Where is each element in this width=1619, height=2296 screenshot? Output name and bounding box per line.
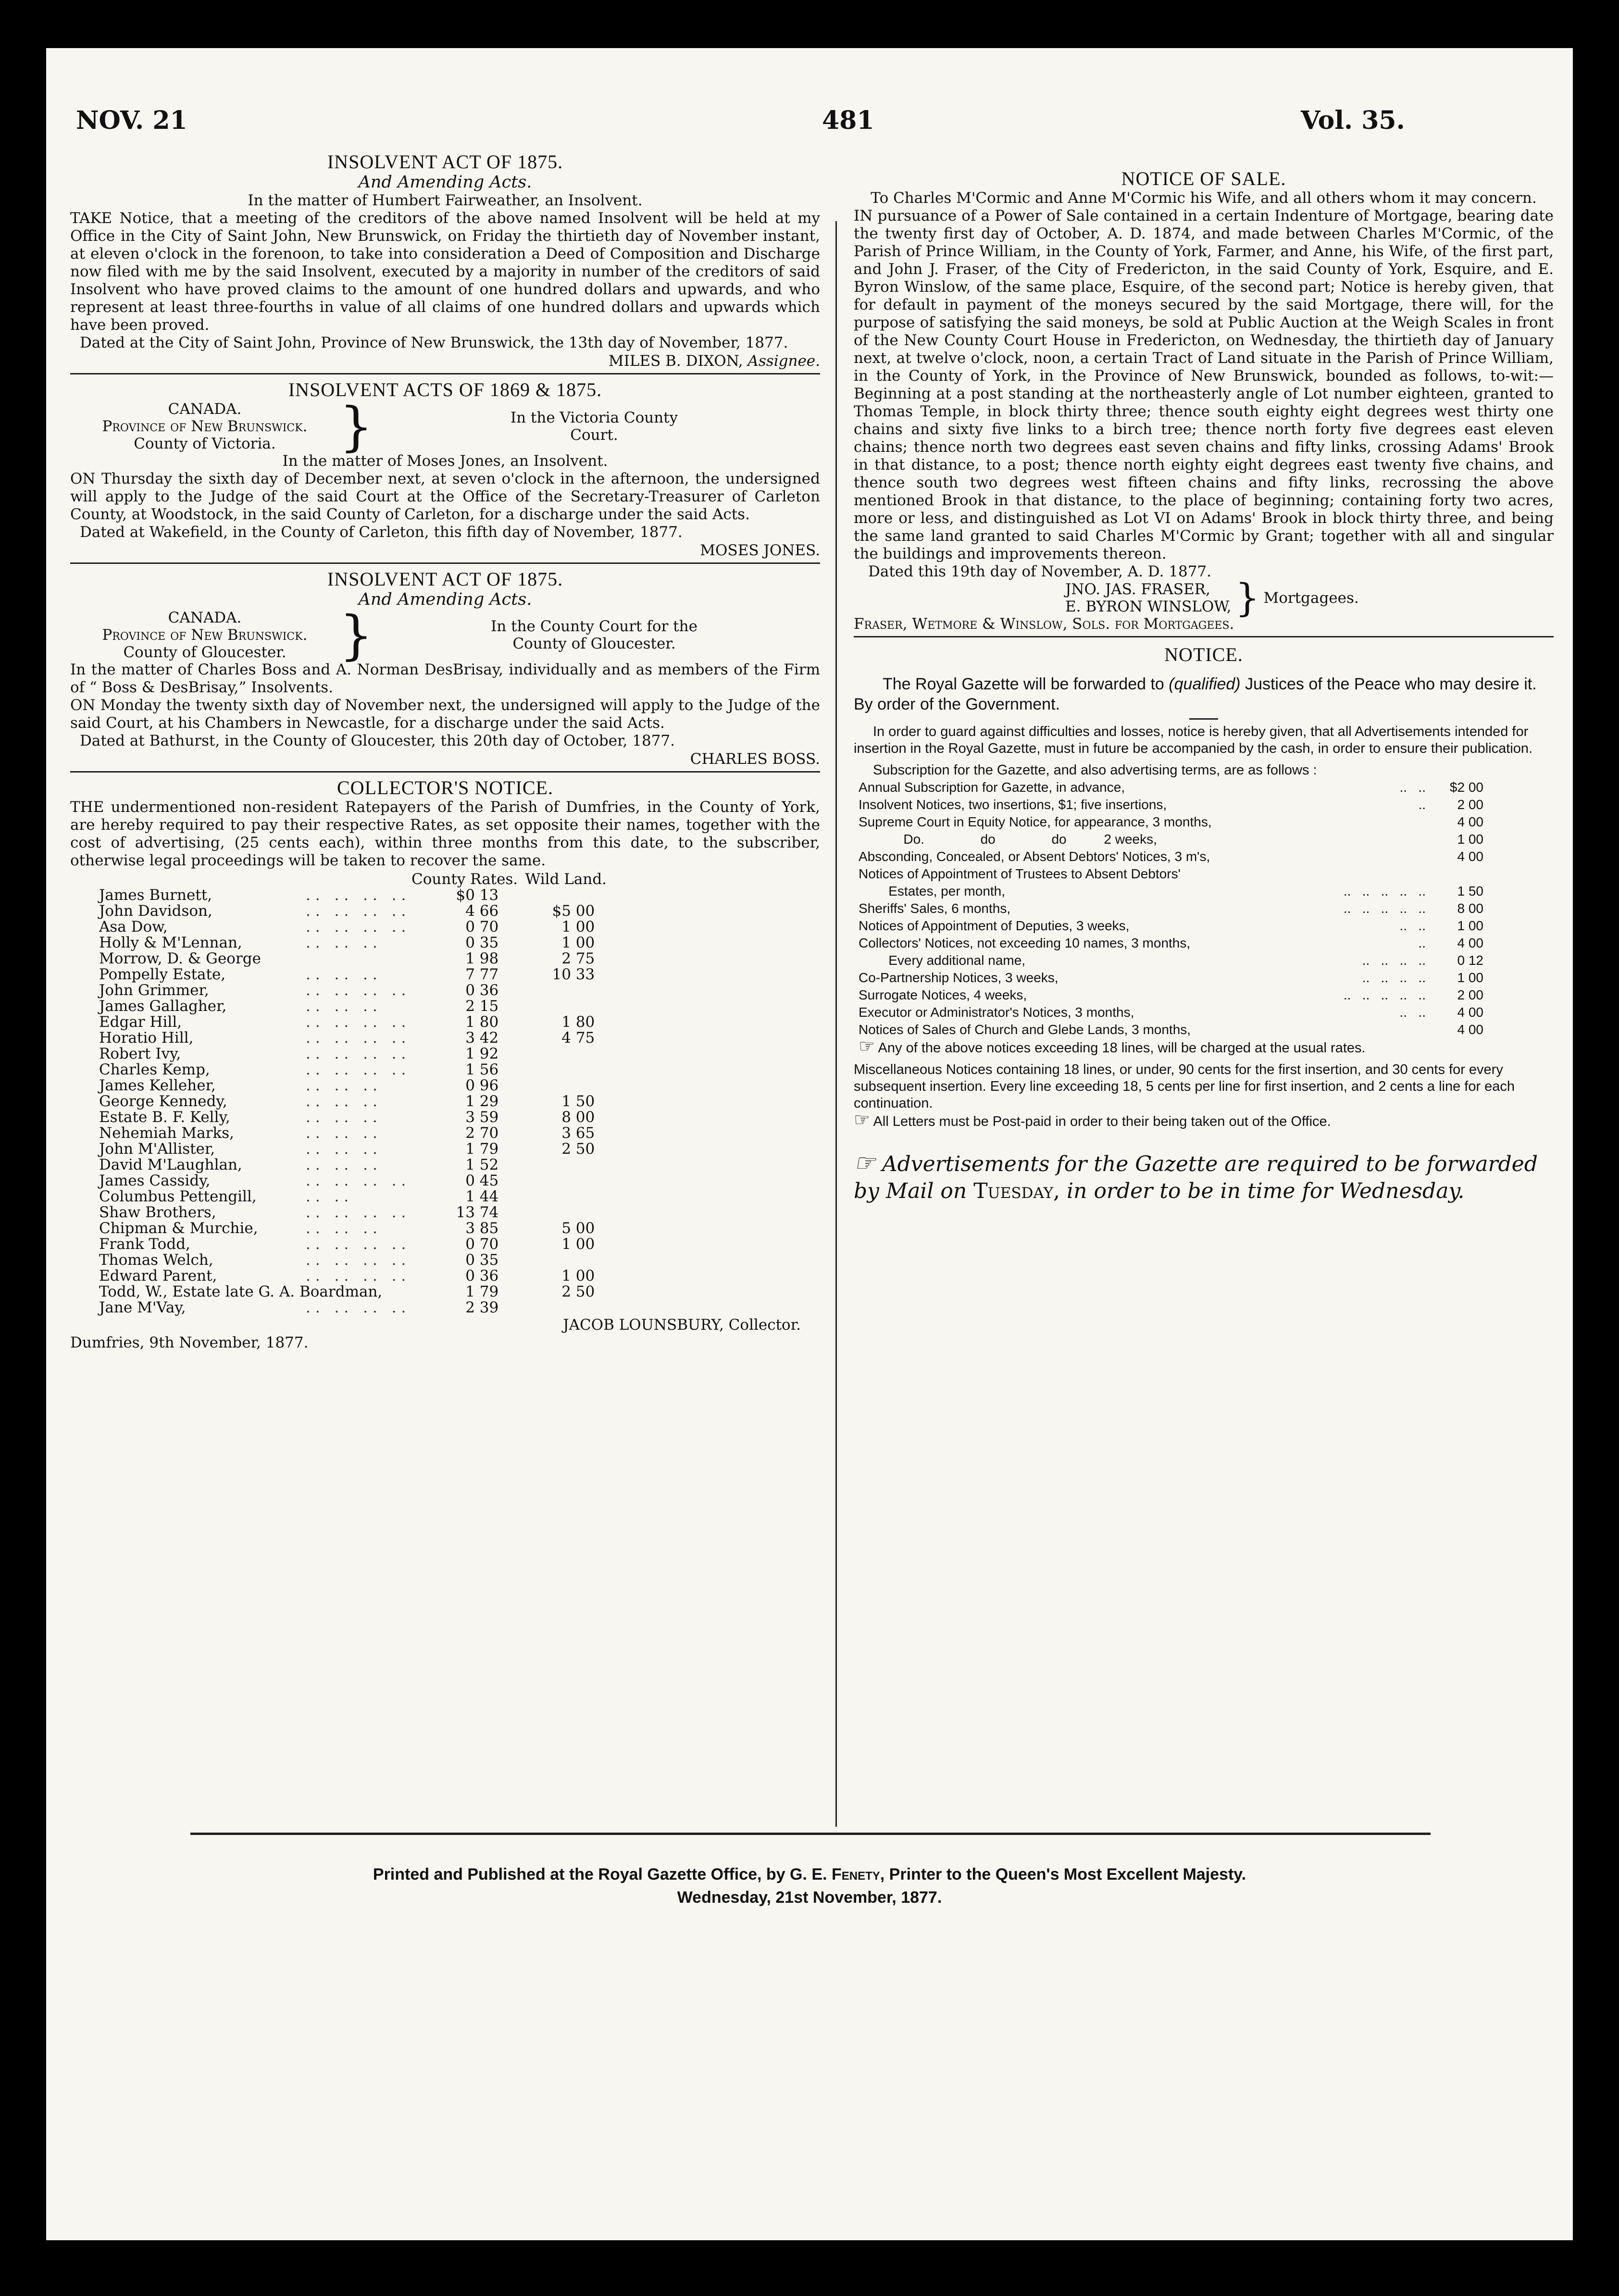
mortgagees-label: Mortgagees. [1263, 589, 1359, 607]
rate-row [99, 1062, 614, 1078]
notice-matter: In the matter of Charles Boss and A. Norman DesBrisay, individually and as members of the Firm of “ Boss & DesBrisay,” Insolvents. [70, 661, 820, 696]
rate-row [99, 1300, 614, 1316]
leader-dots: .. .. .. .. [306, 1013, 411, 1031]
ratepayer-name: Thomas Welch, [99, 1251, 213, 1269]
footer-date: Wednesday, 21st November, 1877. [677, 1888, 942, 1907]
wild-land-rate: 2 50 [561, 1140, 595, 1158]
county-rate: 0 36 [465, 982, 499, 999]
county-rate: 1 44 [465, 1188, 499, 1205]
caption-right [368, 618, 820, 652]
mortgagee-1: JNO. JAS. FRASER, [1065, 581, 1210, 598]
caption-country: CANADA. [168, 609, 242, 626]
rate-row [99, 1205, 614, 1221]
fee-label: Estates, per month, [859, 884, 1006, 898]
leader-dots: .. .. .. .. .. [1343, 901, 1426, 916]
fee-row [859, 831, 1483, 848]
leader-dots: .. [1418, 936, 1426, 950]
leader-dots: .. .. .. .. [306, 1045, 411, 1062]
caption-county: County of Victoria. [134, 435, 276, 452]
ratepayer-name: Holly & M'Lennan, [99, 934, 242, 951]
leader-dots: .. .. .. [306, 1156, 382, 1173]
sale-dated: Dated this 19th day of November, A. D. 1877. [868, 563, 1211, 580]
cash-notice: In order to guard against difficulties and losses, notice is hereby given, that all Advertisements intended for insertion in the Royal Gazette, must in future be accompanied by the cash, in order to ensure their publication. [854, 724, 1533, 756]
brace-glyph: } [1235, 575, 1260, 620]
rate-row [99, 1046, 614, 1062]
ratepayer-name: Nehemiah Marks, [99, 1124, 234, 1142]
caption-court-1: In the Victoria County [510, 409, 678, 426]
fee-amount: 4 00 [1457, 936, 1483, 950]
wild-land-rate [518, 1189, 614, 1205]
brace-glyph: } [339, 604, 373, 666]
notice-title: INSOLVENT ACT OF 1875. [327, 151, 563, 173]
wild-land-rate: 1 50 [561, 1093, 595, 1110]
county-rate: 3 85 [465, 1220, 499, 1237]
rates-table [99, 872, 614, 1316]
county-rate: 1 98 [465, 950, 499, 967]
fee-amount: $2 00 [1449, 780, 1483, 795]
leader-dots: .. .. .. .. [306, 982, 411, 999]
fee-label: Do. do do 2 weeks, [859, 832, 1157, 847]
ratepayer-name: John M'Allister, [99, 1140, 215, 1158]
fee-label: Surrogate Notices, 4 weeks, [859, 987, 1027, 1002]
leader-dots: .. .. .. .. [306, 1235, 411, 1253]
pointing-hand-icon: ☞ [854, 1110, 871, 1130]
wild-land-rate [518, 1078, 614, 1094]
fee-amount: 4 00 [1457, 1005, 1483, 1020]
notice-title: NOTICE. [1164, 644, 1243, 665]
fee-row [859, 865, 1483, 883]
rate-row [99, 1094, 614, 1110]
sale-addressees: To Charles M'Cormic and Anne M'Cormic his Wife, and all others whom it may concern. [871, 189, 1537, 207]
gazette-page [46, 48, 1573, 2240]
fee-label: Notices of Appointment of Deputies, 3 weeks, [859, 918, 1130, 933]
divider [854, 636, 1554, 637]
caption-province: Province of New Brunswick. [102, 626, 308, 644]
leader-dots: .. .. .. .. [306, 918, 411, 936]
wild-land-rate [518, 1205, 614, 1221]
court-caption [70, 396, 820, 457]
wild-land-rate: 1 00 [561, 934, 595, 951]
leader-dots: .. .. .. .. [1362, 953, 1426, 968]
footer-rule [190, 1833, 1431, 1835]
ratepayer-name: George Kennedy, [99, 1093, 227, 1110]
caption-court-2: Court. [570, 426, 618, 444]
county-rate: 2 15 [465, 998, 499, 1015]
fee-label: Collectors' Notices, not exceeding 10 names, 3 months, [859, 936, 1191, 950]
right-column [854, 168, 1554, 1205]
ratepayer-name: John Grimmer, [99, 982, 209, 999]
leader-dots: .. .. [1399, 918, 1426, 933]
short-divider [1189, 718, 1218, 720]
ads-deadline [854, 1149, 1554, 1205]
notice-title: NOTICE OF SALE. [1121, 168, 1286, 189]
ratepayer-name: Robert Ivy, [99, 1045, 181, 1062]
fee-row [859, 883, 1483, 900]
wild-land-rate: 2 50 [561, 1283, 595, 1300]
fee-row [859, 917, 1483, 935]
rate-row [99, 1125, 614, 1141]
caption-left [70, 400, 339, 452]
page-number: 481 [822, 106, 874, 135]
gazette-text-a: The Royal Gazette will be forwarded to [883, 675, 1164, 693]
leader-dots: .. .. .. .. [306, 886, 411, 904]
wild-land-rate [518, 983, 614, 998]
notice-body: ON Thursday the sixth day of December next, at seven o'clock in the afternoon, the undersigned will apply to the Judge of the said Court at the Office of the Secretary-Treasurer of Carleton County, at Woodstock, in the said County of Carleton, for a discharge under the said Acts. [70, 470, 820, 523]
leader-dots: .. .. .. .. [306, 1172, 411, 1189]
ratepayer-name: Shaw Brothers, [99, 1204, 216, 1221]
county-rate: 0 70 [465, 918, 499, 936]
fee-amount: 1 00 [1457, 832, 1483, 847]
fee-amount: 2 00 [1457, 797, 1483, 812]
left-column [70, 151, 820, 1352]
ratepayer-name: Charles Kemp, [99, 1061, 210, 1078]
fee-row [859, 1004, 1483, 1021]
county-rate: 0 35 [465, 934, 499, 951]
letters-text: All Letters must be Post-paid in order to their being taken out of the Office. [873, 1114, 1331, 1129]
leader-dots [306, 951, 411, 967]
county-rate: 0 96 [465, 1077, 499, 1094]
notice-signature: MOSES JONES. [700, 542, 820, 559]
leader-dots: .. .. .. [306, 1077, 382, 1094]
ratepayer-name: Pompelly Estate, [99, 966, 226, 983]
caption-right [368, 409, 820, 444]
rate-row [99, 1078, 614, 1094]
county-rate: $0 13 [456, 886, 499, 904]
pointing-hand-icon: ☞ [854, 1149, 875, 1177]
wild-land-rate: 1 00 [561, 918, 595, 936]
leader-dots: .. .. .. [306, 1109, 382, 1126]
leader-dots: .. .. .. .. .. [1343, 884, 1426, 898]
rate-row [99, 983, 614, 998]
footer-imprint [46, 1865, 1573, 1884]
ratepayer-name: Chipman & Murchie, [99, 1220, 258, 1237]
notice-matter: In the matter of Humbert Fairweather, an Insolvent. [248, 192, 643, 209]
notice-dated: Dated at the City of Saint John, Province of New Brunswick, the 13th day of November, 1877. [80, 334, 788, 351]
wild-land-rate: 3 65 [561, 1124, 595, 1142]
collector-dated: Dumfries, 9th November, 1877. [70, 1334, 309, 1351]
county-rate: 1 79 [465, 1140, 499, 1158]
divider [70, 771, 820, 773]
leader-dots [1339, 848, 1426, 865]
leader-dots: .. .. .. [306, 934, 382, 951]
wild-land-rate: 1 00 [561, 1267, 595, 1285]
ratepayer-name: Horatio Hill, [99, 1029, 194, 1047]
leader-dots: .. .. .. [306, 1124, 382, 1142]
county-rate: 13 74 [456, 1204, 499, 1221]
leader-dots: .. .. [1399, 1005, 1426, 1020]
leader-dots [1339, 1021, 1426, 1038]
leader-dots: .. .. .. .. [306, 1251, 411, 1269]
fee-label: Co-Partnership Notices, 3 weeks, [859, 970, 1059, 985]
rate-row [99, 1014, 614, 1030]
rate-row [99, 967, 614, 983]
county-rate: 0 70 [465, 1235, 499, 1253]
fee-row [859, 779, 1483, 796]
signer-role: Assignee. [747, 352, 820, 370]
leader-dots: .. .. .. .. [306, 1061, 411, 1078]
wild-land-rate [518, 1157, 614, 1173]
divider [70, 562, 820, 564]
wild-land-rate [518, 1173, 614, 1189]
misc-notices: Miscellaneous Notices containing 18 lines, or under, 90 cents for the first insertion, and 30 cents for every subsequent insertion. Every line exceeding 18, 5 cents per line for first insertion, and 2 cents a line for each continuation. [854, 1062, 1515, 1111]
pointing-hand-icon: ☞ [859, 1036, 875, 1057]
fee-row [859, 952, 1483, 969]
fee-amount: 4 00 [1457, 1022, 1483, 1037]
county-rate: 0 36 [465, 1267, 499, 1285]
fee-amount: 1 00 [1457, 918, 1483, 933]
ratepayer-name: James Burnett, [99, 886, 212, 904]
county-rate: 3 42 [465, 1029, 499, 1047]
insolvent-notice-jones [70, 379, 820, 560]
caption-left [70, 609, 339, 661]
county-rate: 2 39 [465, 1299, 499, 1316]
rate-row [99, 1173, 614, 1189]
fee-amount: 8 00 [1457, 901, 1483, 916]
caption-court-2: County of Gloucester. [512, 635, 676, 652]
rate-row [99, 1157, 614, 1173]
mortgagee-2: E. BYRON WINSLOW, [1065, 598, 1232, 615]
rate-row [99, 935, 614, 951]
collector-signature: JACOB LOUNSBURY, Collector. [563, 1316, 801, 1334]
exceed-note [859, 1038, 1554, 1057]
leader-dots: .. .. .. .. [306, 1299, 411, 1316]
fee-label: Notices of Appointment of Trustees to Absent Debtors' [859, 866, 1181, 881]
wild-land-rate [518, 1252, 614, 1268]
fee-row [859, 935, 1483, 952]
solicitors-line: Fraser, Wetmore & Winslow, Sols. for Mortgagees. [854, 615, 1234, 633]
ratepayer-name: Estate B. F. Kelly, [99, 1109, 230, 1126]
ratepayer-name: David M'Laughlan, [99, 1156, 242, 1173]
fee-amount: 4 00 [1457, 849, 1483, 864]
fee-row [859, 848, 1483, 865]
leader-dots: .. .. .. .. [306, 902, 411, 920]
volume-label: Vol. 35. [1301, 106, 1405, 135]
notice-body: ON Monday the twenty sixth day of November next, the undersigned will apply to the Judge of the said Court, at his Chambers in Newcastle, for a discharge under the said Acts. [70, 697, 820, 732]
fee-amount: 1 50 [1457, 884, 1483, 898]
ratepayer-name: Edgar Hill, [99, 1013, 182, 1031]
fees-table [859, 779, 1483, 1038]
court-caption [70, 604, 820, 666]
ads-text-a: Advertisements for the Gazette are required to be forwarded by Mail on [854, 1152, 1538, 1203]
fee-row [859, 900, 1483, 917]
ads-day: Tuesday, [973, 1179, 1060, 1203]
sale-body: IN pursuance of a Power of Sale contained in a certain Indenture of Mortgage, bearing date the twenty first day of October, A. D. 1874, and made between Charles M'Cormic, of the Parish of Prince William, in the County of York, Farmer, and Anne, his Wife, of the first part, and John J. Fraser, of the City of Fredericton, in the said County of York, Esquire, and E. Byron Winslow, of the same place, Esquire, of the second part; Notice is hereby given, that for default in payment of the moneys secured by the said Mortgage, there will, for the purpose of satisfying the said moneys, be sold at Public Auction at the Weigh Scales in front of the New County Court House in Fredericton, on Wednesday, the thirtieth day of January next, at twelve o'clock, noon, a certain Tract of Land situate in the Parish of Prince William, in the County of York, in the Province of New Brunswick, bounded as follows, to-wit:—Beginning at a post standing at the northeasterly angle of Lot number eighteen, granted to Thomas Temple, in block thirty three; thence south eighty eight degrees west thirty one chains and sixty five links to a birch tree; thence north forty five degrees east eleven chains; thence north two degrees east seven chains and fifty links, crossing Adams' Brook in that distance, to a post; thence north eighty eight degrees east twenty five chains, and thence south two degrees west fifteen chains and fifty links, recrossing the above mentioned Brook in that distance, to the place of beginning; containing forty two acres, more or less, and distinguished as Lot VI on Adams' Brook in block thirty three, and being the same land granted to said Charles M'Cormic by Grant; together with all and singular the buildings and improvements thereon. [854, 207, 1554, 562]
fee-amount: 0 12 [1457, 953, 1483, 968]
county-rate: 0 45 [465, 1172, 499, 1189]
ratepayer-name: James Kelleher, [99, 1077, 216, 1094]
leader-dots: .. [1418, 797, 1426, 812]
county-rate: 1 80 [465, 1013, 499, 1031]
leader-dots [1339, 831, 1426, 848]
caption-county: County of Gloucester. [123, 644, 286, 661]
notice-dated: Dated at Wakefield, in the County of Carleton, this fifth day of November, 1877. [80, 524, 683, 541]
column-divider [835, 221, 837, 1827]
fee-row [859, 969, 1483, 986]
rate-row [99, 1141, 614, 1157]
notice-subtitle: And Amending Acts. [358, 173, 532, 192]
rate-row [99, 1252, 614, 1268]
caption-country: CANADA. [168, 400, 242, 418]
ads-text-b: in order to be in time for Wednesday. [1067, 1179, 1465, 1203]
insolvent-notice-boss [70, 569, 820, 768]
ratepayer-name: James Gallagher, [99, 998, 227, 1015]
notice-signature: CHARLES BOSS. [690, 750, 820, 768]
leader-dots: .. .. [306, 1188, 354, 1205]
leader-dots: .. .. [1399, 780, 1426, 795]
leader-dots: .. .. .. [306, 1140, 382, 1158]
wild-land-rate: $5 00 [552, 902, 595, 920]
wild-land-rate [518, 887, 614, 903]
fee-row [859, 986, 1483, 1004]
notice-title: COLLECTOR'S NOTICE. [337, 777, 553, 799]
leader-dots: .. .. .. .. .. [1343, 987, 1426, 1002]
leader-dots: .. .. .. [306, 998, 382, 1015]
notice-of-sale [854, 168, 1554, 633]
notice-dated: Dated at Bathurst, in the County of Gloucester, this 20th day of October, 1877. [80, 732, 675, 749]
footer-text-b: Printer to the Queen's Most Excellent Majesty. [889, 1865, 1246, 1884]
rate-row [99, 1236, 614, 1252]
fee-row [859, 1021, 1483, 1038]
rate-row [99, 919, 614, 935]
letters-note [854, 1112, 1554, 1130]
rate-row [99, 1284, 614, 1300]
gazette-forwarding-text [854, 674, 1554, 714]
fee-amount: 4 00 [1457, 814, 1483, 829]
wild-land-rate: 10 33 [552, 966, 595, 983]
divider [70, 373, 820, 374]
ratepayer-name: Columbus Pettengill, [99, 1188, 257, 1205]
caption-province: Province of New Brunswick. [102, 418, 308, 435]
wild-land-rate [518, 998, 614, 1014]
brace-glyph: } [339, 396, 373, 457]
notice-matter: In the matter of Moses Jones, an Insolvent. [282, 452, 608, 470]
fee-label: Sheriffs' Sales, 6 months, [859, 901, 1011, 916]
rates-header-row [99, 872, 614, 887]
leader-dots: .. .. .. [306, 966, 382, 983]
wild-land-rate: 2 75 [561, 950, 595, 967]
notice-signature [70, 352, 820, 370]
ratepayer-name: Jane M'Vay, [99, 1299, 186, 1316]
rate-row [99, 1110, 614, 1125]
leader-dots: .. .. .. [306, 1093, 382, 1110]
county-rate: 4 66 [465, 902, 499, 920]
notice-body: THE undermentioned non-resident Ratepayers of the Parish of Dumfries, in the County of York, are hereby required to pay their respective Rates, as set opposite their names, together with the cost of advertising, (25 cents each), within three months from this date, to the subscriber, otherwise legal proceedings will be taken to recover the same. [70, 799, 820, 869]
footer-text-a: Printed and Published at the Royal Gazette Office, by G. E. [373, 1865, 827, 1884]
county-rate: 1 79 [465, 1283, 499, 1300]
wild-land-rate: 8 00 [561, 1109, 595, 1126]
notice-title: INSOLVENT ACT OF 1875. [327, 568, 563, 590]
col-county-rates: County Rates. [411, 871, 518, 888]
notice-title: INSOLVENT ACTS OF 1869 & 1875. [288, 379, 602, 400]
wild-land-rate [518, 1046, 614, 1062]
wild-land-rate: 1 80 [561, 1013, 595, 1031]
mortgagee-names [1065, 581, 1232, 615]
leader-dots: .. .. .. .. [306, 1029, 411, 1047]
rate-row [99, 1221, 614, 1236]
notice-body: TAKE Notice, that a meeting of the creditors of the above named Insolvent will be held at my Office in the City of Saint John, New Brunswick, on Friday the thirtieth day of November instant, at eleven o'clock in the forenoon, to take into consideration a Deed of Composition and Discharge now filed with me by the said Insolvent, executed by a majority in number of the creditors of said Insolvent who have proved claims to the amount of one hundred dollars and upwards, and who represent at least three-fourths in value of all claims of one hundred dollars and upwards which have been proved. [70, 210, 820, 334]
fee-label: Executor or Administrator's Notices, 3 months, [859, 1005, 1134, 1020]
fee-row [859, 813, 1483, 831]
fee-amount [1426, 865, 1483, 883]
exceed-text: Any of the above notices exceeding 18 lines, will be charged at the usual rates. [878, 1040, 1366, 1056]
county-rate: 2 70 [465, 1124, 499, 1142]
ratepayer-name: Edward Parent, [99, 1267, 217, 1285]
mortgagees-block [1065, 575, 1554, 620]
rate-row [99, 903, 614, 919]
fee-amount: 1 00 [1457, 970, 1483, 985]
wild-land-rate: 1 00 [561, 1235, 595, 1253]
rate-row [99, 998, 614, 1014]
subscription-intro: Subscription for the Gazette, and also advertising terms, are as follows : [873, 762, 1317, 778]
signer-name: MILES B. DIXON, [608, 352, 743, 370]
rate-row [99, 1030, 614, 1046]
fee-label: Supreme Court in Equity Notice, for appearance, 3 months, [859, 814, 1212, 829]
fee-label: Every additional name, [859, 953, 1026, 968]
caption-court-1: In the County Court for the [491, 618, 697, 635]
gazette-text-b: Justices of the Peace who may desire it. By order of the Government. [854, 675, 1537, 713]
gazette-notice [854, 644, 1554, 1205]
leader-dots [1339, 813, 1426, 831]
rate-row [99, 951, 614, 967]
rate-row [99, 1189, 614, 1205]
ratepayer-name: Morrow, D. & George [99, 950, 261, 967]
col-wild-land: Wild Land. [525, 871, 607, 888]
leader-dots: .. .. .. .. [1362, 970, 1426, 985]
county-rate: 3 59 [465, 1109, 499, 1126]
county-rate: 1 29 [465, 1093, 499, 1110]
fee-amount: 2 00 [1457, 987, 1483, 1002]
leader-dots: .. .. .. .. [306, 1267, 411, 1285]
fee-label: Insolvent Notices, two insertions, $1; five insertions, [859, 797, 1167, 812]
ratepayer-name: John Davidson, [99, 902, 212, 920]
fee-label: Notices of Sales of Church and Glebe Lands, 3 months, [859, 1022, 1191, 1037]
ratepayer-name: James Cassidy, [99, 1172, 211, 1189]
county-rate: 0 35 [465, 1251, 499, 1269]
fee-label: Absconding, Concealed, or Absent Debtors' Notices, 3 m's, [859, 849, 1210, 864]
county-rate: 1 92 [465, 1045, 499, 1062]
county-rate: 7 77 [465, 966, 499, 983]
county-rate: 1 52 [465, 1156, 499, 1173]
wild-land-rate [518, 1062, 614, 1078]
insolvent-notice-fairweather [70, 151, 820, 370]
footer-printer: Fenety, [831, 1865, 885, 1884]
fee-row [859, 796, 1483, 813]
wild-land-rate [518, 1300, 614, 1316]
leader-dots: .. .. .. [306, 1220, 382, 1237]
ratepayer-name: Asa Dow, [99, 918, 168, 936]
rate-row [99, 1268, 614, 1284]
fee-label: Annual Subscription for Gazette, in advance, [859, 780, 1125, 795]
issue-date: NOV. 21 [76, 106, 187, 135]
leader-dots: .. .. .. .. [306, 1204, 411, 1221]
wild-land-rate: 5 00 [561, 1220, 595, 1237]
collectors-notice [70, 777, 820, 1352]
wild-land-rate: 4 75 [561, 1029, 595, 1047]
notice-subtitle: And Amending Acts. [358, 590, 532, 609]
ratepayer-name: Todd, W., Estate late G. A. Boardman, [99, 1283, 383, 1300]
rate-row [99, 887, 614, 903]
leader-dots [1339, 865, 1426, 883]
gazette-qualified: (qualified) [1169, 675, 1241, 693]
ratepayer-name: Frank Todd, [99, 1235, 190, 1253]
county-rate: 1 56 [465, 1061, 499, 1078]
